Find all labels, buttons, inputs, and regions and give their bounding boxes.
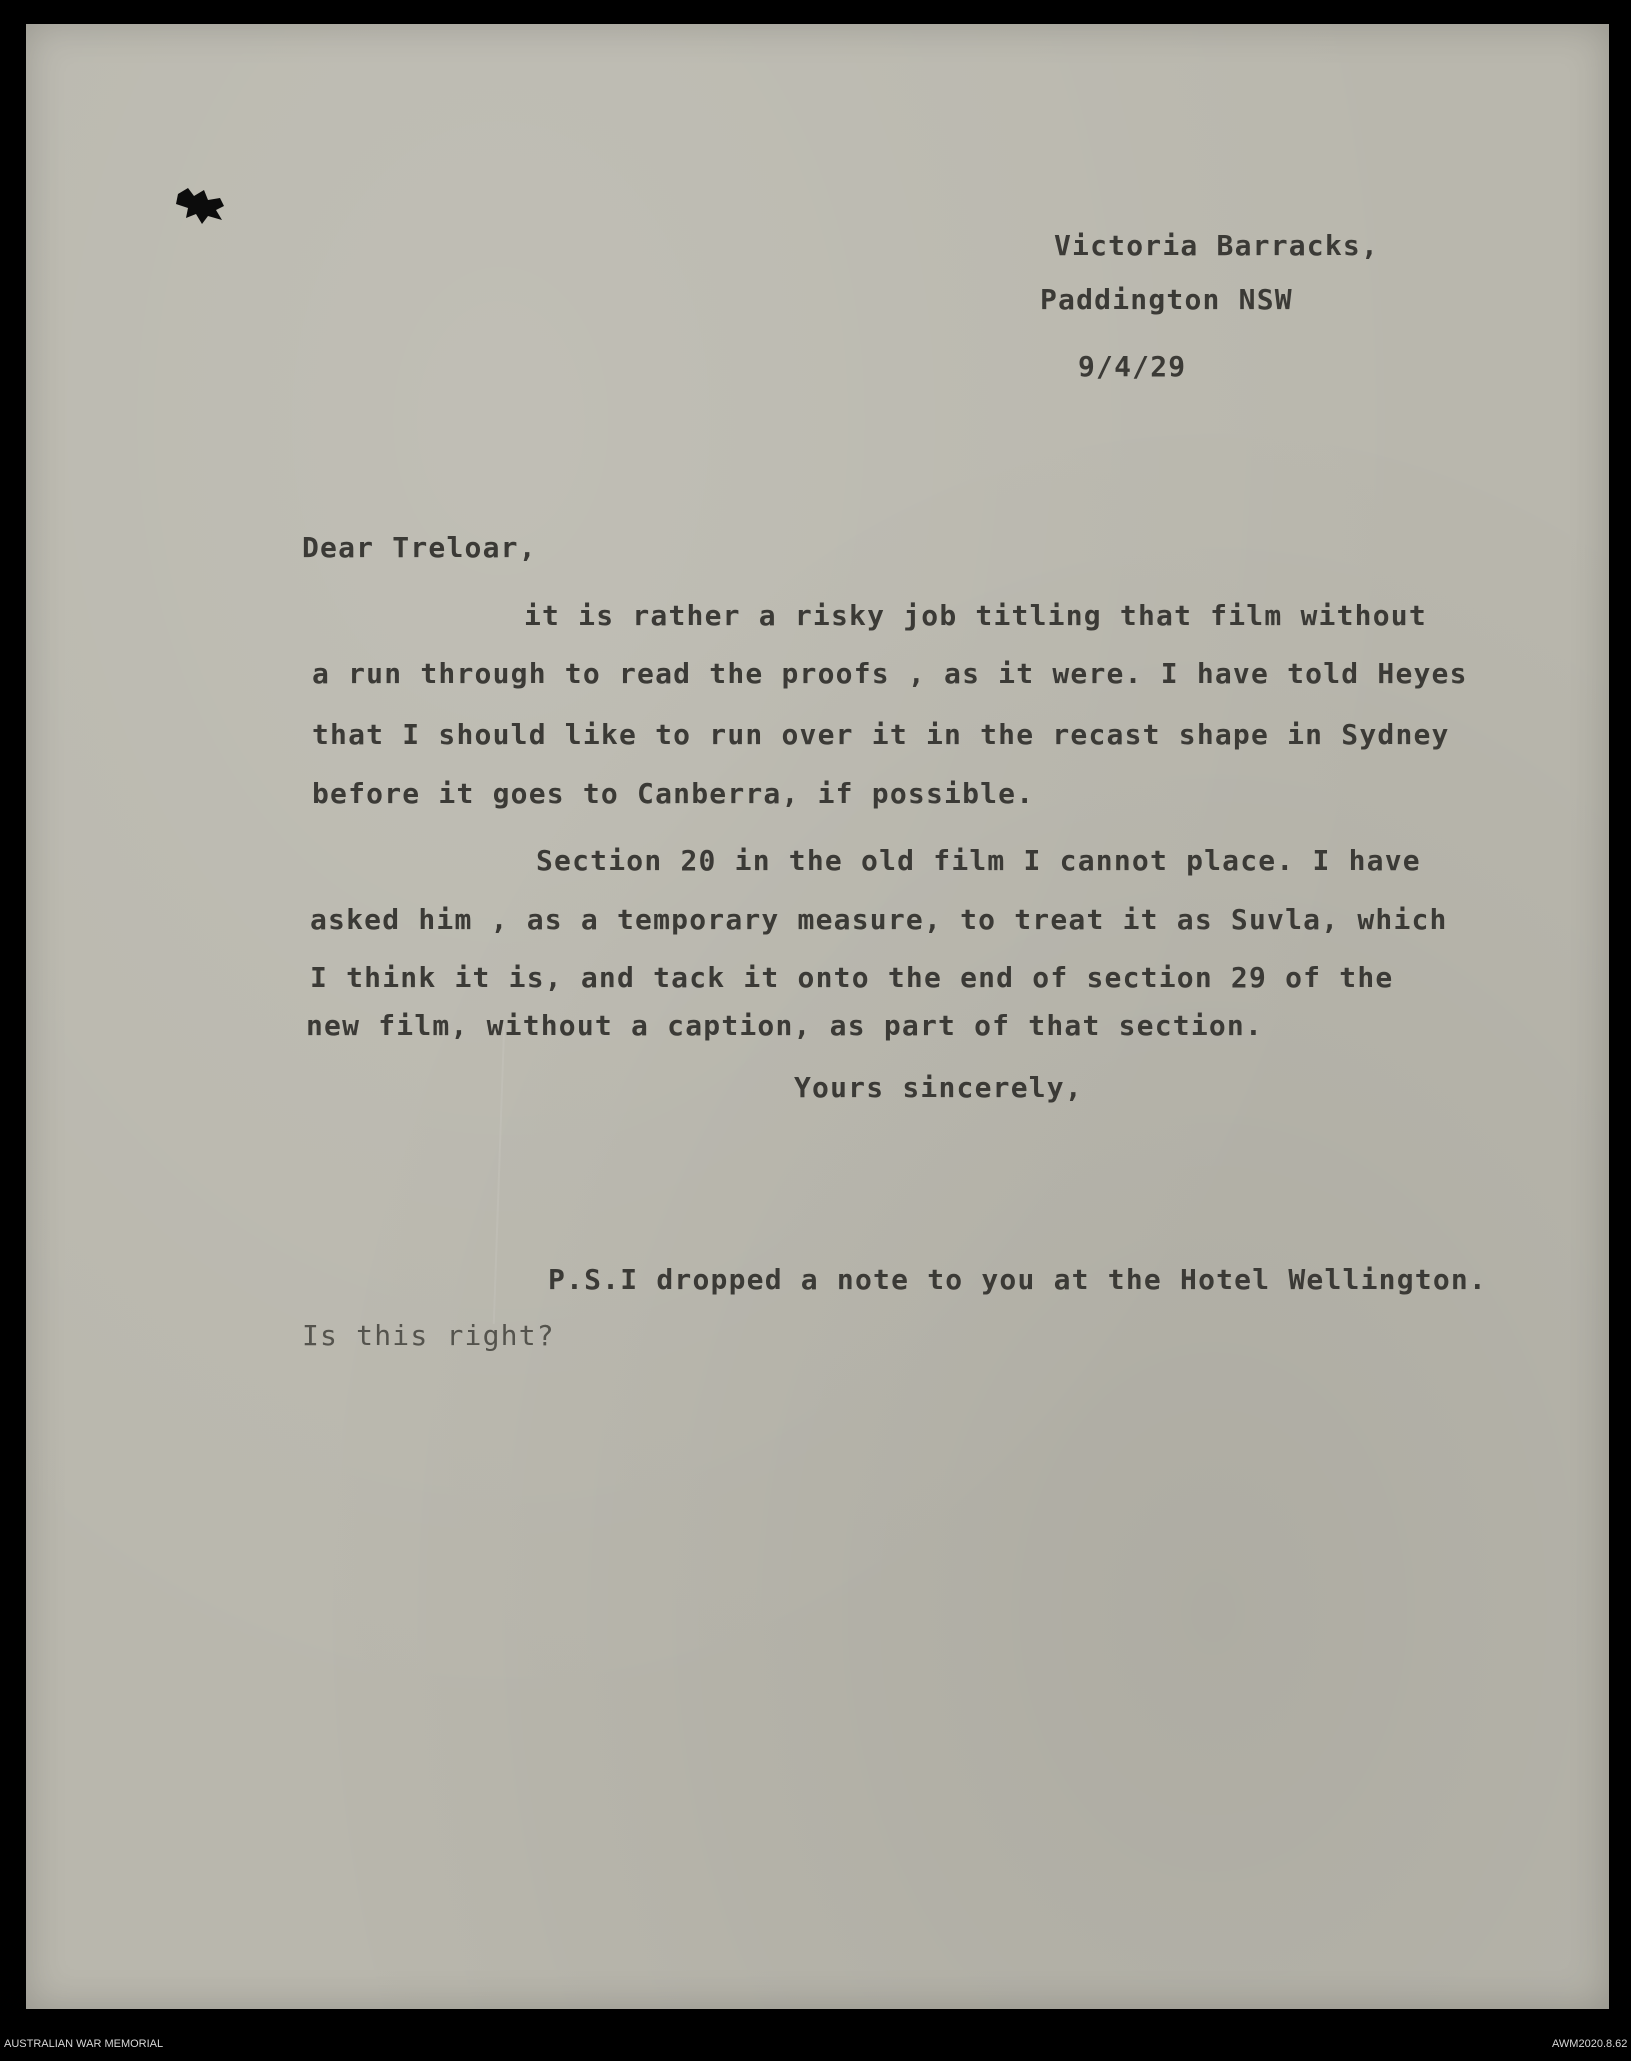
postscript-line-1: P.S.I dropped a note to you at the Hotel Wellington. — [548, 1263, 1487, 1296]
paragraph-1-line-2: a run through to read the proofs , as it were. I have told Heyes — [312, 657, 1468, 690]
closing: Yours sincerely, — [794, 1071, 1083, 1104]
address-line-1: Victoria Barracks, — [1054, 229, 1380, 262]
paragraph-2-line-4: new film, without a caption, as part of that section. — [306, 1009, 1264, 1042]
postscript-line-2: Is this right? — [302, 1319, 555, 1352]
paragraph-1-line-1: it is rather a risky job titling that film without — [524, 599, 1427, 632]
paragraph-2-line-2: asked him , as a temporary measure, to treat it as Suvla, which — [310, 903, 1448, 936]
paragraph-1-line-4: before it goes to Canberra, if possible. — [312, 777, 1035, 810]
paper-crease — [493, 1024, 505, 1324]
paragraph-1-line-3: that I should like to run over it in the recast shape in Sydney — [312, 718, 1450, 751]
footer-institution: AUSTRALIAN WAR MEMORIAL — [4, 2038, 164, 2050]
paragraph-2-line-3: I think it is, and tack it onto the end of section 29 of the — [310, 961, 1394, 994]
footer-reference: AWM2020.8.62 — [1552, 2038, 1628, 2050]
salutation: Dear Treloar, — [302, 531, 537, 564]
address-line-2: Paddington NSW — [1040, 283, 1293, 316]
paragraph-2-line-1: Section 20 in the old film I cannot place. I have — [536, 844, 1421, 877]
paper-tear-mark — [174, 184, 230, 226]
letter-date: 9/4/29 — [1078, 350, 1187, 383]
